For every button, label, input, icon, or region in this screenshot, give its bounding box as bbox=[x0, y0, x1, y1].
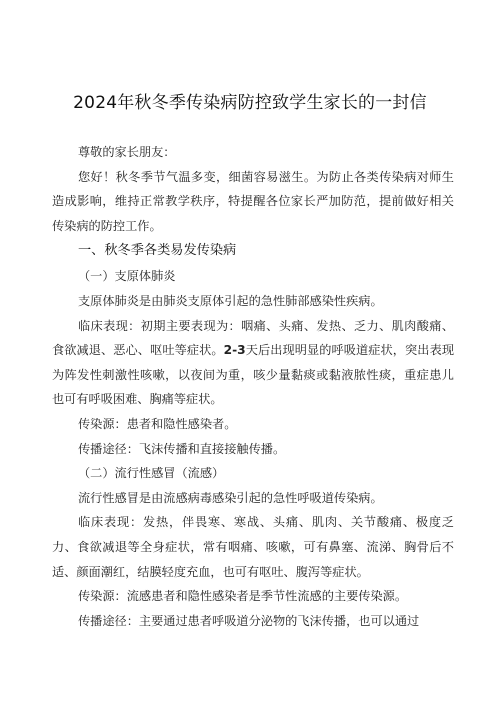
influenza-clinical: 临床表现：发热，伴畏寒、寒战、头痛、肌肉、关节酸痛、极度乏力、食欲减退等全身症状，常有咽痛、咳嗽，可有鼻塞、流涕、胸骨后不适、颜面潮红，结膜轻度充血，也可有呕吐、腹泻等症状。 bbox=[52, 515, 454, 579]
subsection-heading-mycoplasma: （一）支原体肺炎 bbox=[78, 269, 176, 284]
mycoplasma-clinical bbox=[52, 314, 454, 412]
influenza-source: 传染源：流感患者和隐性感染者是季节性流感的主要传染源。 bbox=[78, 589, 408, 604]
section-heading-1: 一、秋冬季各类易发传染病 bbox=[78, 243, 237, 259]
mycoplasma-source: 传染源：患者和隐性感染者。 bbox=[78, 416, 237, 431]
mycoplasma-route: 传播途径：飞沫传播和直接接触传播。 bbox=[78, 441, 286, 456]
subsection-heading-influenza: （二）流行性感冒（流感） bbox=[78, 466, 225, 481]
influenza-definition: 流行性感冒是由流感病毒感染引起的急性呼吸道传染病。 bbox=[78, 490, 383, 505]
mycoplasma-clinical-part-b: 天后出现明显的呼吸道症状，突出表现为阵发性刺激性咳嗽，以夜间为重，咳少量黏痰或黏液脓性痰，重症患儿也可有呼吸困难、胸痛等症状。 bbox=[52, 343, 455, 407]
salutation: 尊敬的家长朋友： bbox=[78, 145, 176, 159]
influenza-route: 传播途径：主要通过患者呼吸道分泌物的飞沫传播，也可以通过 bbox=[78, 613, 420, 628]
mycoplasma-clinical-part-a: 临床表现：初期主要表现为：咽痛、头痛、发热、乏力、肌肉酸痛、食欲减退、恶心、呕吐等症状。 bbox=[52, 318, 454, 358]
document-body bbox=[52, 140, 454, 633]
mycoplasma-clinical-days: 2-3 bbox=[223, 343, 246, 358]
mycoplasma-definition: 支原体肺炎是由肺炎支原体引起的急性肺部感染性疾病。 bbox=[78, 293, 383, 308]
document-title: 2024年秋冬季传染病防控致学生家长的一封信 bbox=[73, 93, 427, 113]
intro-paragraph: 您好！秋冬季节气温多变，细菌容易滋生。为防止各类传染病对师生造成影响，维持正常教学秩序，特提醒各位家长严加防范，提前做好相关传染病的防控工作。 bbox=[52, 169, 454, 233]
